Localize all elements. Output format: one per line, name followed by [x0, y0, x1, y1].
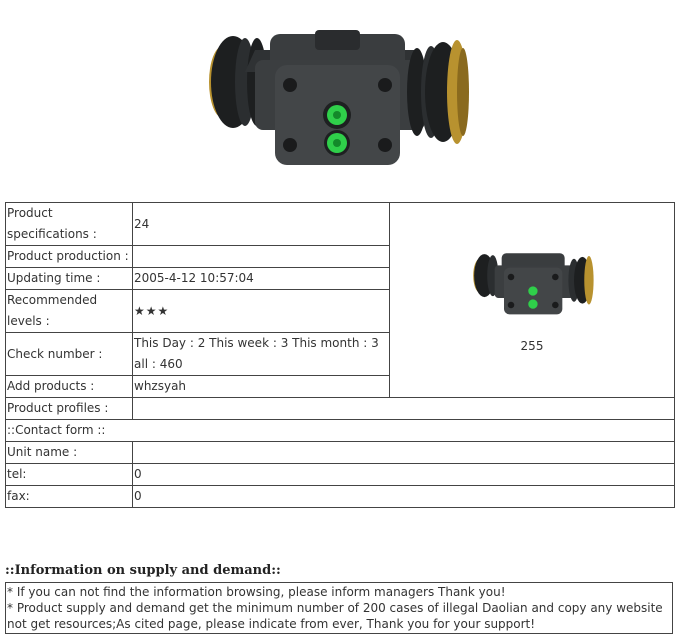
spec-value: 24 [133, 203, 390, 246]
contact-value [133, 442, 675, 464]
spec-label: Product profiles : [6, 398, 133, 420]
contact-label: Unit name : [6, 442, 133, 464]
product-main-image [185, 20, 485, 180]
spec-label: Product specifications : [6, 203, 133, 246]
spec-row-specifications [6, 203, 675, 246]
contact-value: 0 [133, 464, 675, 486]
spec-label: Updating time : [6, 268, 133, 290]
contact-value: 0 [133, 486, 675, 508]
info-section-title: ::Information on supply and demand:: [5, 563, 281, 578]
spec-label: Recommended levels : [6, 290, 133, 333]
contact-form-header [6, 420, 675, 442]
spec-row-profiles [6, 398, 675, 420]
spec-label: Check number : [6, 333, 133, 376]
product-spec-table [5, 202, 675, 508]
contact-row-fax [6, 486, 675, 508]
spec-value: 2005-4-12 10:57:04 [133, 268, 390, 290]
info-line: * Product supply and demand get the minimum number of 200 cases of illegal Daolian and copy any website not get resources;As cited page, please indicate from ever, Thank you for your support! [7, 601, 663, 631]
spec-label: Add products : [6, 376, 133, 398]
contact-row-unit-name [6, 442, 675, 464]
spec-value [133, 246, 390, 268]
spec-label: Product production : [6, 246, 133, 268]
rating-stars: ★★★ [133, 290, 390, 333]
contact-label: fax: [6, 486, 133, 508]
info-line: * If you can not find the information browsing, please inform managers Thank you! [7, 585, 506, 599]
spec-value [133, 398, 675, 420]
thumbnail-cell [390, 203, 675, 398]
product-thumbnail-image[interactable] [462, 244, 602, 324]
contact-row-tel [6, 464, 675, 486]
contact-label: tel: [6, 464, 133, 486]
spec-value: This Day : 2 This week : 3 This month : 3 all : 460 [133, 333, 390, 376]
contact-form-label: ::Contact form :: [6, 420, 675, 442]
info-notice-box [5, 582, 673, 634]
thumbnail-caption: 255 [520, 338, 544, 353]
spec-value: whzsyah [133, 376, 390, 398]
